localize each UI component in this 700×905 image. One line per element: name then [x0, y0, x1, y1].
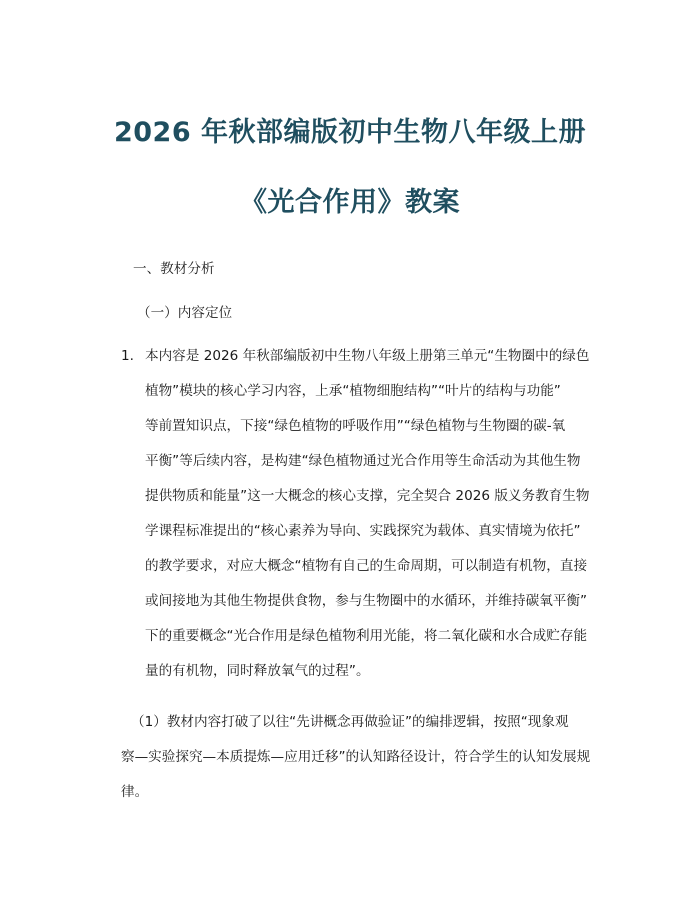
paragraph-line: 律。	[121, 784, 149, 800]
list-item-line: 植物”模块的核心学习内容，上承“植物细胞结构”“叶片的结构与功能”	[145, 383, 561, 399]
paragraph-line: （1）教材内容打破了以往“先讲概念再做验证”的编排逻辑，按照“现象观	[131, 714, 569, 730]
section-heading-teaching-material-analysis: 一、教材分析	[133, 261, 215, 277]
document-title-line-2: 《光合作用》教案	[240, 187, 460, 218]
list-item-line: 本内容是 2026 年秋部编版初中生物八年级上册第三单元“生物圈中的绿色	[145, 348, 590, 364]
list-item-line: 量的有机物，同时释放氧气的过程”。	[145, 663, 370, 679]
paragraph-line: 察—实验探究—本质提炼—应用迁移”的认知路径设计，符合学生的认知发展规	[121, 749, 591, 765]
list-item-line: 下的重要概念“光合作用是绿色植物利用光能，将二氧化碳和水合成贮存能	[145, 628, 588, 644]
list-item-line: 学课程标准提出的“核心素养为导向、实践探究为载体、真实情境为依托”	[145, 523, 581, 539]
list-item-line: 的教学要求，对应大概念“植物有自己的生命周期，可以制造有机物，直接	[145, 558, 588, 574]
document-title-line-1: 2026 年秋部编版初中生物八年级上册	[113, 117, 587, 148]
list-item-number: 1.	[121, 348, 134, 364]
list-item-line: 平衡”等后续内容，是构建“绿色植物通过光合作用等生命活动为其他生物	[145, 453, 581, 469]
list-item-line: 提供物质和能量”这一大概念的核心支撑，完全契合 2026 版义务教育生物	[145, 488, 590, 504]
list-item-line: 或间接地为其他生物提供食物，参与生物圈中的水循环，并维持碳氧平衡”	[145, 593, 588, 609]
list-item-line: 等前置知识点，下接“绿色植物的呼吸作用”“绿色植物与生物圈的碳-氧	[145, 418, 566, 434]
subsection-heading-content-positioning: （一）内容定位	[137, 305, 233, 321]
